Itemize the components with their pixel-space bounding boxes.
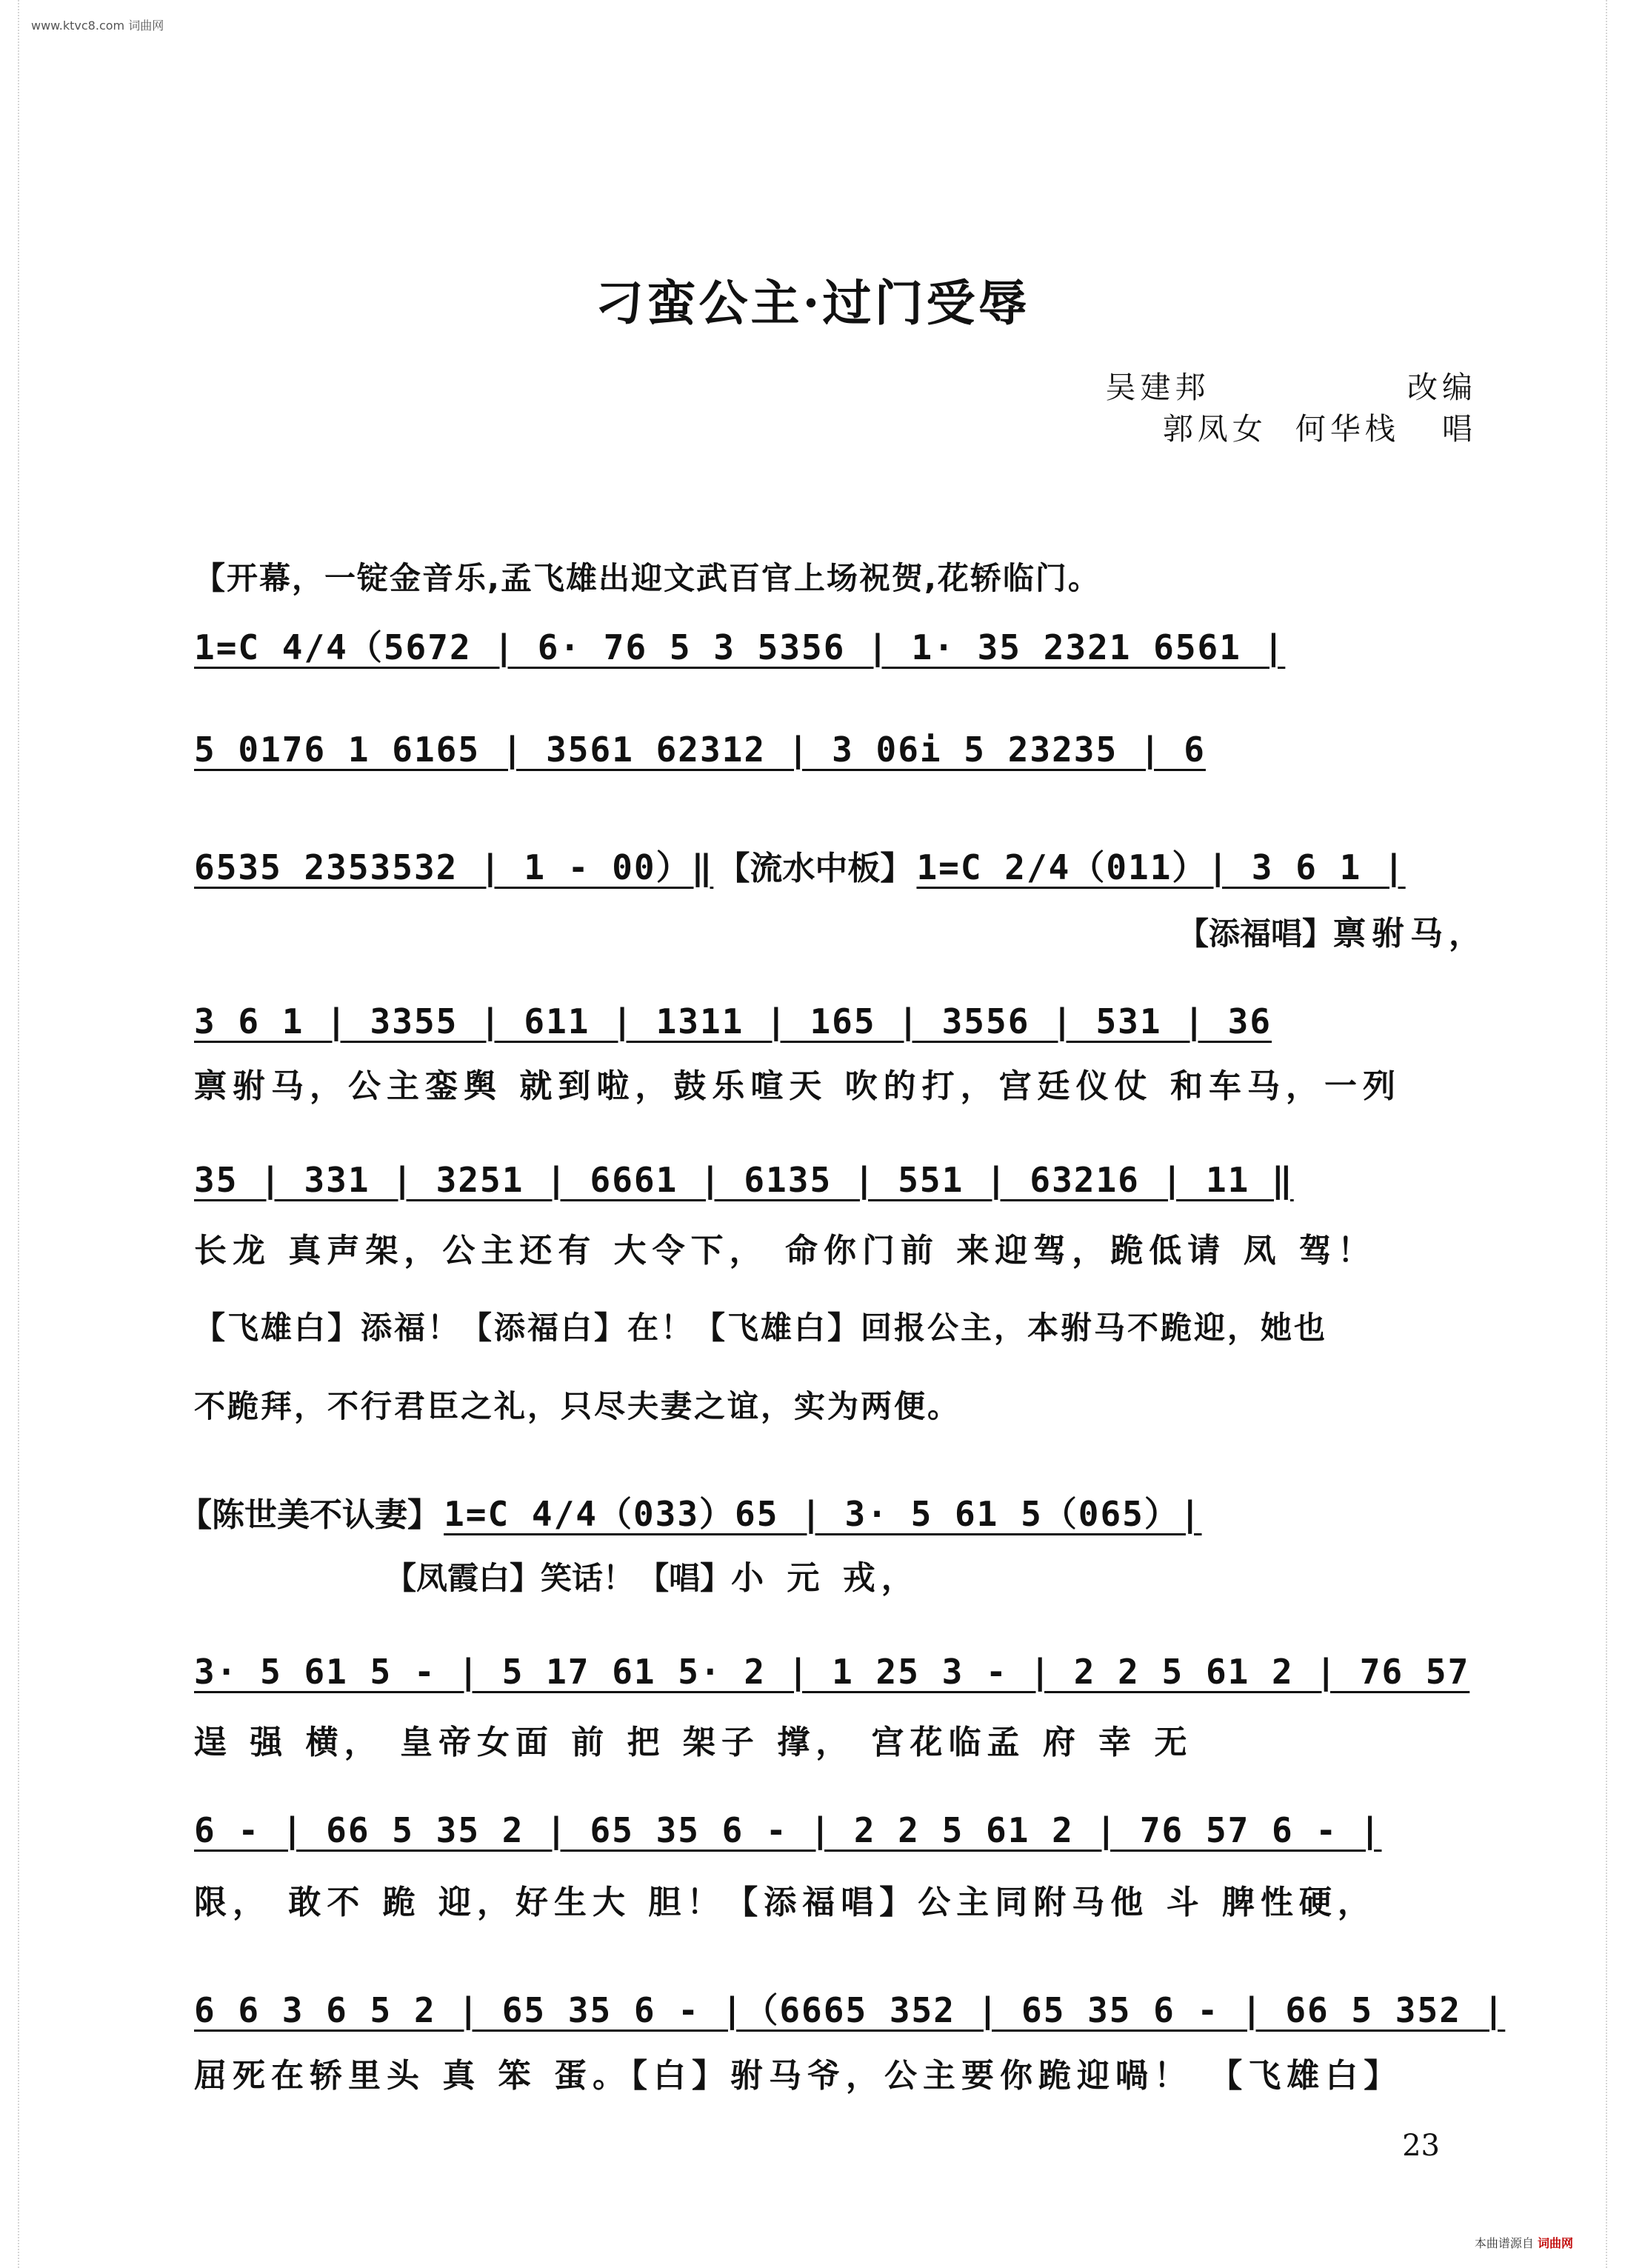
site-header: www.ktvc8.com 词曲网 — [31, 19, 164, 33]
page-number: 23 — [1402, 2129, 1440, 2163]
left-margin-border — [4, 0, 19, 2268]
lyric-b-row — [385, 1551, 1487, 1598]
score-line-2: 5 0176 1 6165 | 3561 62312 | 3 06i 5 23235 | 6 — [194, 730, 1206, 770]
footer-source — [1475, 2234, 1573, 2251]
intro-direction: 【开幕，一锭金音乐,孟飞雄出迎文武百官上场祝贺,花轿临门。 — [194, 560, 1101, 596]
section-label-liushui: 【流水中板】 — [717, 850, 913, 887]
lyric-a: 禀驸马， — [1333, 915, 1487, 953]
page-title: 刁蛮公主·过门受辱 — [595, 274, 1030, 332]
score-line-3: 6535 2353532 | 1 - 00）‖ — [194, 847, 714, 887]
score-line-4: 3 6 1 | 3355 | 611 | 1311 | 165 | 3556 | 531 | 36 — [194, 1001, 1272, 1041]
sing-label: 【唱】 — [638, 1560, 732, 1596]
score-line-5: 35 | 331 | 3251 | 6661 | 6135 | 551 | 63216 | 11 ‖ — [194, 1160, 1294, 1200]
score-key-3: 1=C 4/4（033）65 | 3· 5 61 5（065）| — [444, 1494, 1202, 1534]
dialog-line-1: 【飞雄白】添福！【添福白】在！【飞雄白】回报公主，本驸马不跪迎，她也 — [194, 1310, 1328, 1346]
lyric-line-5: 长龙 真声架，公主还有 大令下， 命你门前 来迎驾，跪低请 凤 驾！ — [194, 1232, 1376, 1270]
tianfu-sings-label: 【添福唱】 — [1177, 915, 1333, 952]
lyric-a-row — [194, 907, 1487, 954]
lyric-line-8: 屈死在轿里头 真 笨 蛋。【白】驸马爷，公主要你跪迎喎！ 【飞雄白】 — [194, 2057, 1403, 2095]
credit-arranger — [1106, 363, 1477, 407]
lyric-line-4: 禀驸马，公主銮舆 就到啦，鼓乐喧天 吹的打，宫廷仪仗 和车马，一列 — [194, 1067, 1401, 1105]
credit-arranger-role: 改编 — [1407, 370, 1477, 405]
credit-singers-role: 唱 — [1442, 411, 1477, 447]
score-line-7: 6 - | 66 5 35 2 | 65 35 6 - | 2 2 5 61 2 | 76 57 6 - | — [194, 1810, 1382, 1850]
score-key-2: 1=C 2/4（011）| 3 6 1 | — [916, 847, 1406, 887]
lyric-b: 小 元 戎， — [731, 1559, 920, 1597]
lyric-line-7: 限， 敢不 跪 迎，好生大 胆！【添福唱】公主同附马他 斗 脾性硬， — [194, 1884, 1376, 1921]
score-line-6: 3· 5 61 5 - | 5 17 61 5· 2 | 1 25 3 - | 2 2 5 61 2 | 76 57 — [194, 1652, 1470, 1692]
score-line-1: 1=C 4/4（5672 | 6· 76 5 3 5356 | 1· 35 2321 6561 | — [194, 627, 1286, 667]
credit-singers — [1163, 404, 1477, 448]
footer-text: 本曲谱源自 — [1474, 2236, 1534, 2250]
credit-singers-names: 郭凤女 何华栈 — [1162, 411, 1400, 447]
lyric-line-6: 逞 强 横， 皇帝女面 前 把 架子 撑， 宫花临孟 府 幸 无 — [194, 1724, 1193, 1761]
dialog-line-2: 不跪拜，不行君臣之礼，只尽夫妻之谊，实为两便。 — [194, 1388, 961, 1424]
section-2-row — [179, 1487, 1487, 1536]
score-line-8: 6 6 3 6 5 2 | 65 35 6 - |（6665 352 | 65 35 6 - | 66 5 352 | — [194, 1990, 1506, 2030]
footer-site: 词曲网 — [1537, 2236, 1573, 2250]
section-label-chenshimei: 【陈世美不认妻】 — [179, 1496, 440, 1534]
credit-arranger-name: 吴建邦 — [1105, 370, 1210, 405]
score-line-3-row — [194, 841, 1487, 890]
fengxia-speak-label: 【凤霞白】笑话！ — [385, 1560, 635, 1596]
right-margin-border — [1606, 0, 1621, 2268]
